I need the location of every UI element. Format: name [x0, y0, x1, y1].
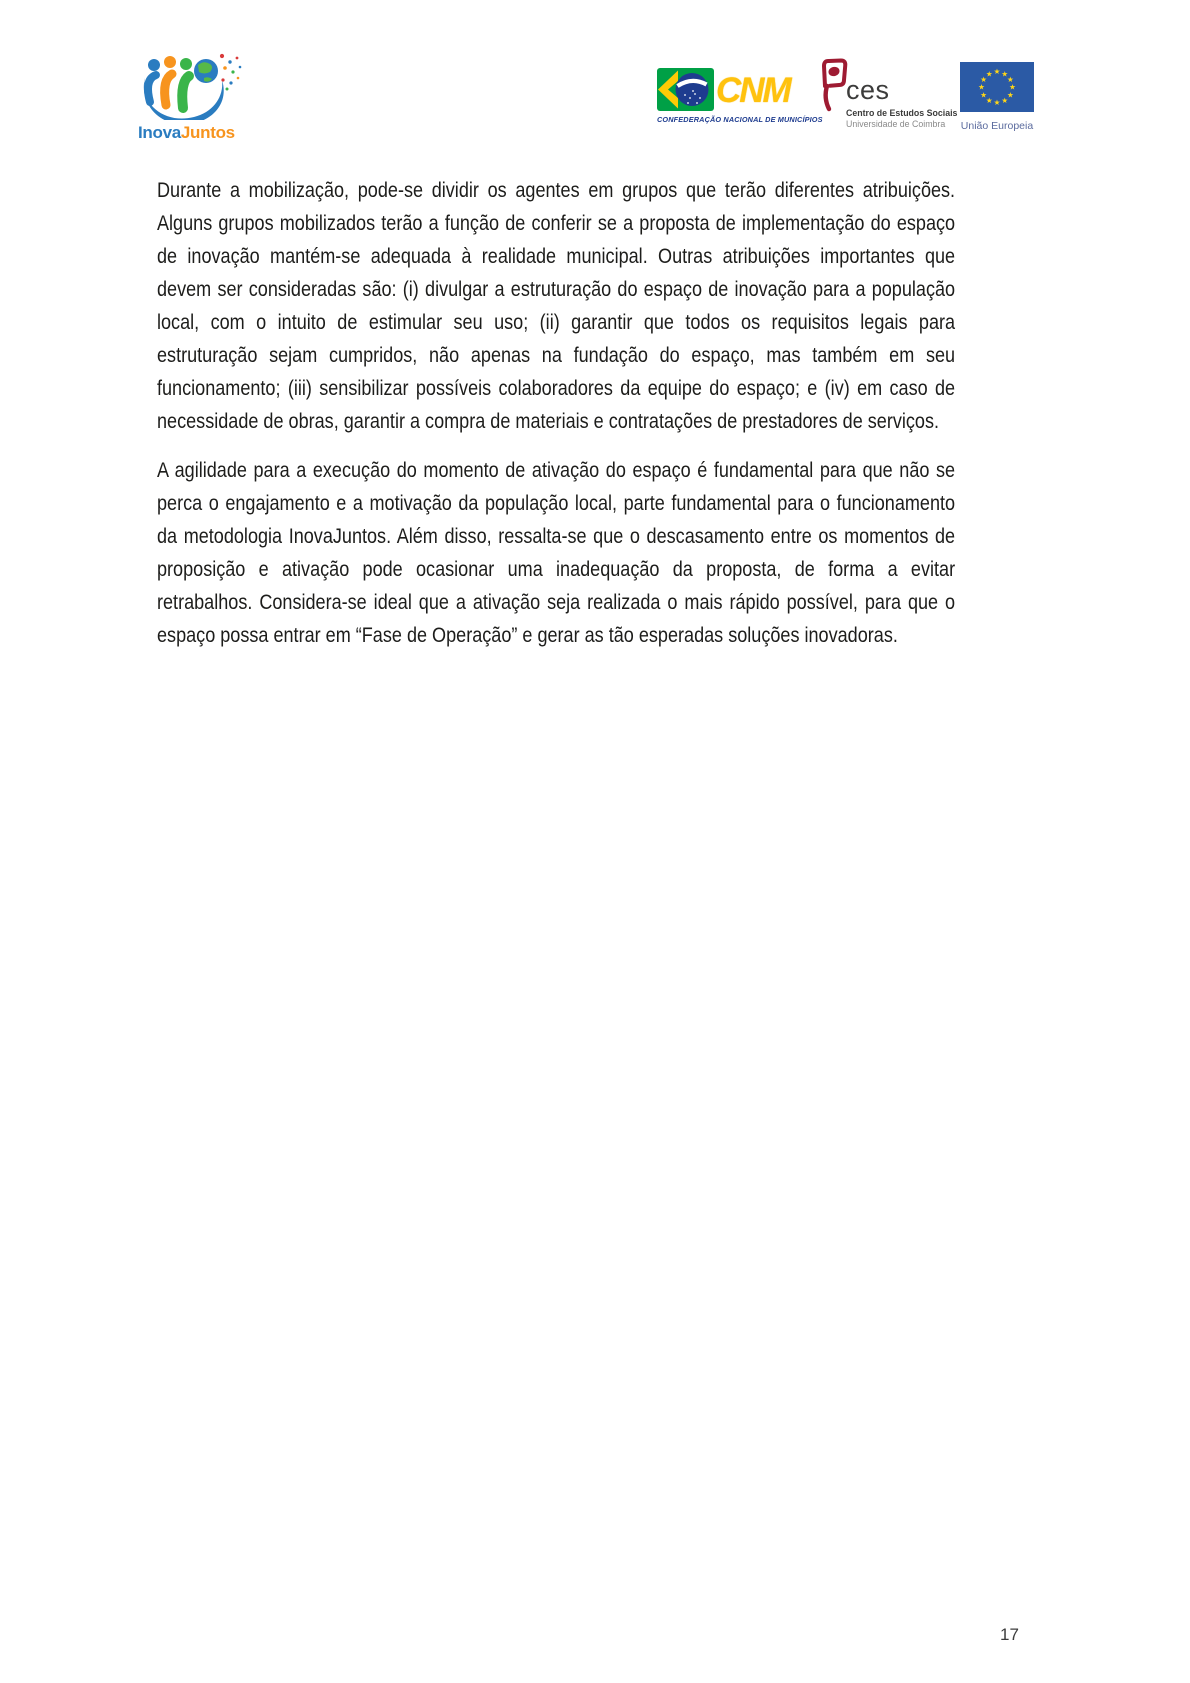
inovajuntos-wordmark-juntos: Juntos [180, 123, 235, 142]
ces-text-block [846, 77, 957, 129]
ces-caption-line1: Centro de Estudos Sociais [846, 108, 958, 118]
svg-text:★: ★ [993, 67, 1001, 77]
body-text [157, 174, 955, 652]
cnm-logo [657, 68, 823, 124]
ces-caption-line2: Universidade de Coimbra [846, 119, 946, 129]
eu-caption: União Europeia [960, 120, 1034, 132]
page-number: 17 [1000, 1625, 1019, 1644]
svg-text:★: ★ [1007, 75, 1014, 84]
svg-text:★: ★ [1007, 90, 1014, 100]
inovajuntos-wordmark [138, 123, 248, 143]
ces-acronym: ces [846, 75, 890, 105]
inovajuntos-logo [136, 50, 248, 143]
cnm-flag-icon [657, 68, 714, 111]
ces-symbol-icon [818, 56, 848, 114]
svg-text:★: ★ [985, 69, 993, 79]
svg-text:★: ★ [1009, 82, 1016, 92]
svg-text:★: ★ [980, 75, 987, 84]
cnm-caption: CONFEDERAÇÃO NACIONAL DE MUNICÍPIOS [657, 115, 823, 124]
svg-text:★: ★ [978, 82, 985, 92]
eu-logo [960, 62, 1034, 132]
ces-logo [818, 55, 958, 129]
inovajuntos-wordmark-inova: Inova [138, 123, 181, 142]
svg-text:★: ★ [985, 96, 993, 106]
paragraph-agilidade: A agilidade para a execução do momento de ativação do espaço é fundamental para que não se perca o engajamento e a motivação da população local, parte fundamental para o funcionamento da metodologia InovaJuntos. Além disso, ressalta-se que o descasamento entre os momentos de proposição e ativação pode ocasionar uma inadequação da proposta, de forma a evitar retrabalhos. Considera-se ideal que a ativação seja realizada o mais rápido possível, para que o espaço possa entrar em “Fase de Operação” e gerar as tão esperadas soluções inovadoras. [157, 459, 956, 647]
svg-text:★: ★ [980, 90, 987, 100]
paragraph-mobilizacao: Durante a mobilização, pode-se dividir os agentes em grupos que terão diferentes atribuições. Alguns grupos mobilizados terão a função de conferir se a proposta de implementação do espaço de inovação mantém-se adequada à realidade municipal. Outras atribuições importantes que devem ser consideradas são: (i) divulgar a estruturação do espaço de inovação para a população local, com o intuito de estimular seu uso; (ii) garantir que todos os requisitos legais para estruturação sejam cumpridos, não apenas na fundação do espaço, mas também em seu funcionamento; (iii) sensibilizar possíveis colaboradores da equipe do espaço; e (iv) em caso de necessidade de obras, garantir a compra de materiais e contratações de prestadores de serviços. [157, 179, 956, 433]
cnm-acronym: CNM [716, 71, 790, 110]
svg-text:★: ★ [993, 98, 1001, 108]
eu-flag-icon [960, 62, 1034, 112]
cnm-logo-row [657, 68, 793, 111]
svg-text:★: ★ [1001, 96, 1009, 106]
svg-text:★: ★ [1001, 69, 1009, 79]
inovajuntos-logo-icon [136, 50, 244, 120]
